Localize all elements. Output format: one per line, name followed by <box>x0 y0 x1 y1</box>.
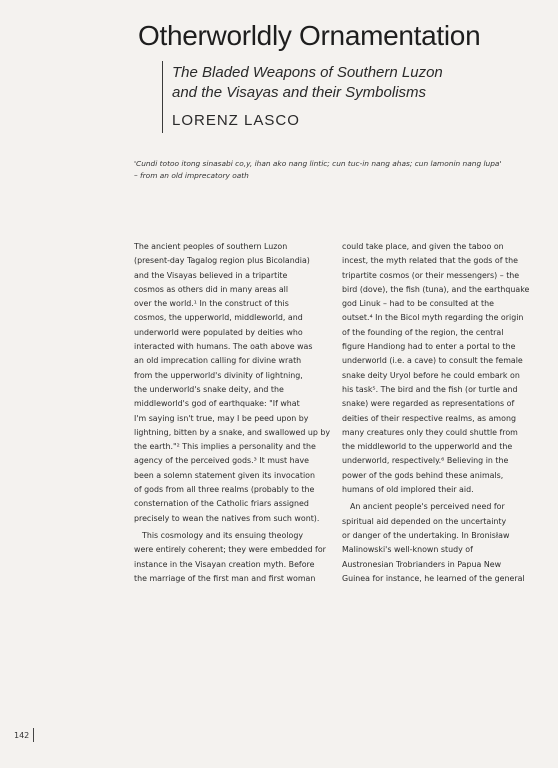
page-number-divider <box>33 728 34 742</box>
text-line: Malinowski's well-known study of <box>342 545 473 555</box>
text-line: incest, the myth related that the gods of the <box>342 256 518 266</box>
text-line: the underworld's snake deity, and the <box>134 384 284 394</box>
text-line: lightning, bitten by a snake, and swallowed up by <box>134 427 331 437</box>
text-line: middleworld's god of earthquake: "If what <box>134 399 300 409</box>
text-line: precisely to wean the natives from such wont). <box>134 513 320 523</box>
text-line: Guinea for instance, he learned of the general <box>342 573 525 583</box>
body-column-right <box>342 240 538 586</box>
text-line: This cosmology and its ensuing theology <box>142 530 304 540</box>
epigraph-attribution: – from an old imprecatory oath <box>134 171 249 180</box>
text-line: over the world.¹ In the construct of this <box>134 299 289 309</box>
text-line: Austronesian Trobrianders in Papua New <box>342 559 502 569</box>
text-line: the earth."² This implies a personality and the <box>134 442 316 452</box>
text-line: cosmos as others did in many areas all <box>134 284 289 294</box>
article-subtitle <box>172 63 542 103</box>
text-line: of gods from all three realms (probably to the <box>134 485 315 495</box>
epigraph-quote: 'Cundi totoo itong sinasabi co,y, ihan ako nang lintic; cun tuc-in nang ahas; cun lamonin nang lupa' <box>134 159 502 168</box>
text-line: tripartite cosmos (or their messengers) – the <box>342 270 520 280</box>
subtitle-line: and the Visayas and their Symbolisms <box>172 84 427 101</box>
text-line: or danger of the undertaking. In Bronisław <box>342 530 510 540</box>
text-line: his task⁵. The bird and the fish (or turtle and <box>342 384 518 394</box>
text-line: could take place, and given the taboo on <box>342 242 504 251</box>
text-line: agency of the perceived gods.³ It must have <box>134 456 309 466</box>
text-line: underworld were populated by deities who <box>134 327 303 337</box>
text-line: the marriage of the first man and first woman <box>134 573 316 583</box>
text-line: snake) were regarded as representations of <box>342 399 515 409</box>
author-name: LORENZ LASCO <box>172 112 300 129</box>
text-line: bird (dove), the fish (tuna), and the earthquake <box>342 284 530 294</box>
text-line: of the founding of the region, the central <box>342 327 504 337</box>
text-line: been a solemn statement given its invocation <box>134 470 316 480</box>
text-line: snake deity Uryol before he could embark on <box>342 370 520 380</box>
text-line: deities of their respective realms, as among <box>342 413 516 423</box>
text-line: from the upperworld's divinity of lightning, <box>134 370 303 380</box>
text-line: many creatures only they could shuttle from <box>342 427 518 437</box>
article-title: Otherworldly Ornamentation <box>138 20 481 51</box>
text-line: cosmos, the upperworld, middleworld, and <box>134 313 303 323</box>
text-line: consternation of the Catholic friars assigned <box>134 499 309 509</box>
text-line: outset.⁴ In the Bicol myth regarding the origin <box>342 313 524 323</box>
text-line: underworld, respectively.⁶ Believing in the <box>342 456 509 466</box>
text-line: the middleworld to the upperworld and the <box>342 442 513 452</box>
text-line: god Linuk – had to be consulted at the <box>342 299 494 309</box>
text-line: figure Handiong had to enter a portal to the <box>342 342 516 352</box>
text-line: I'm saying isn't true, may I be peed upon by <box>134 413 309 423</box>
epigraph <box>134 158 534 182</box>
page-number: 142 <box>14 731 30 740</box>
text-line: (present-day Tagalog region plus Bicolandia) <box>134 256 310 266</box>
text-line: underworld (i.e. a cave) to consult the female <box>342 356 523 366</box>
text-line: an old imprecation calling for divine wrath <box>134 356 302 366</box>
subtitle-line: The Bladed Weapons of Southern Luzon <box>172 64 443 81</box>
text-line: instance in the Visayan creation myth. Before <box>134 559 315 569</box>
text-line: humans of old implored their aid. <box>342 485 474 495</box>
text-line: and the Visayas believed in a tripartite <box>134 270 288 280</box>
subtitle-divider <box>162 61 163 133</box>
body-column-left <box>134 240 330 586</box>
text-line: power of the gods behind these animals, <box>342 470 504 480</box>
text-line: interacted with humans. The oath above was <box>134 342 313 352</box>
text-line: An ancient people's perceived need for <box>350 502 505 512</box>
text-line: were entirely coherent; they were embedded for <box>134 545 326 555</box>
text-line: spiritual aid depended on the uncertainty <box>342 516 507 526</box>
text-line: The ancient peoples of southern Luzon <box>134 242 288 251</box>
